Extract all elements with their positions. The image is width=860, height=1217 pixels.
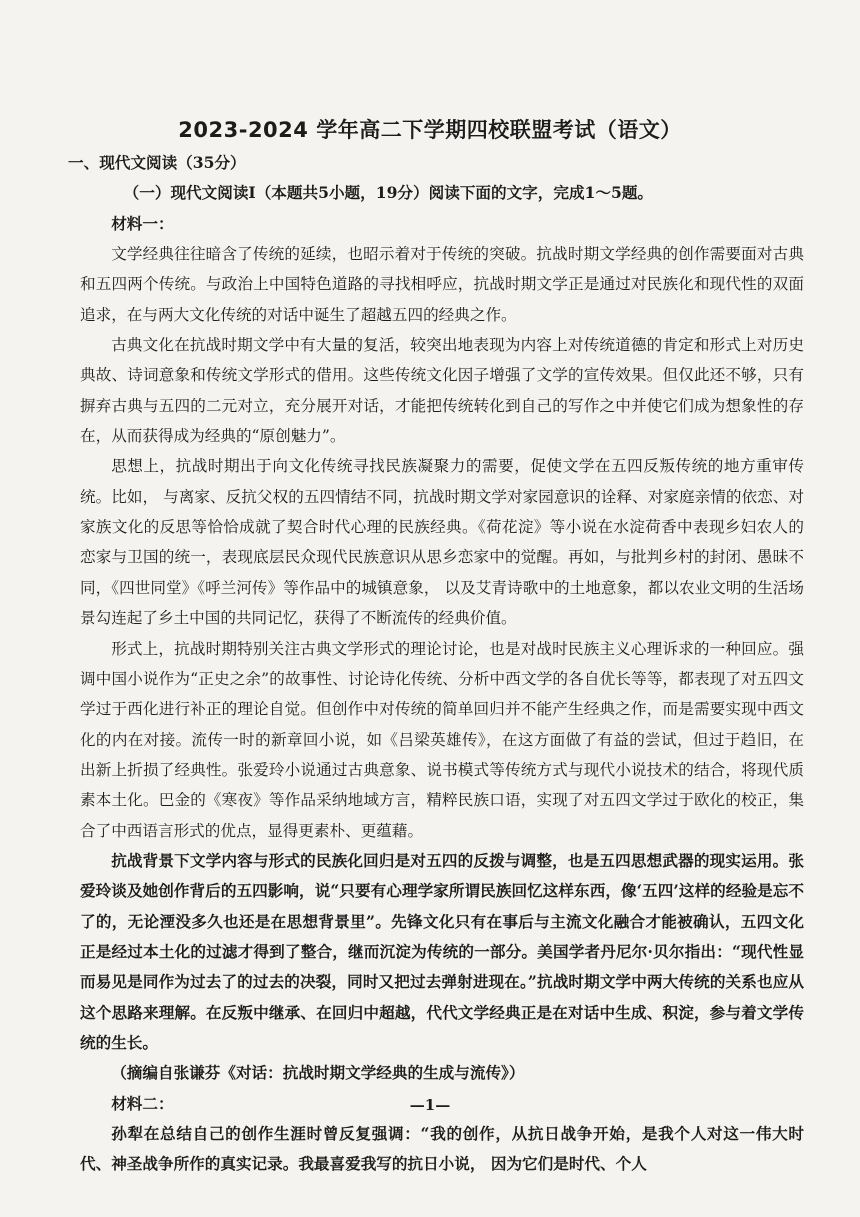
material-two-label: 材料二：	[111, 1093, 174, 1113]
document-body	[68, 148, 804, 1180]
section-heading: 一、现代文阅读（35分）	[68, 153, 246, 172]
paragraph: 古典文化在抗战时期文学中有大量的复活，较突出地表现为内容上对传统道德的肯定和形式上对历史典故、诗词意象和传统文学形式的借用。这些传统文化因子增强了文学的宣传效果。但仅此还不够，只有摒弃古典与五四的二元对立，充分展开对话，才能把传统转化到自己的写作之中并使它们成为想象性的存在，从而获得成为经典的“原创魅力”。	[80, 336, 804, 446]
page-number: —1—	[409, 1096, 451, 1114]
exam-title: 2023-2024 学年高二下学期四校联盟考试（语文）	[178, 118, 682, 142]
paragraph: 抗战背景下文学内容与形式的民族化回归是对五四的反拨与调整，也是五四思想武器的现实运用。张爱玲谈及她创作背后的五四影响，说“只要有心理学家所谓民族回忆这样东西，像‘五四’这样的经验是忘不了的，无论湮没多久也还是在思想背景里”。先锋文化只有在事后与主流文化融合才能被确认，五四文化正是经过本土化的过滤才得到了整合，继而沉淀为传统的一部分。美国学者丹尼尔·贝尔指出：“现代性显而易见是同作为过去了的过去的决裂，同时又把过去弹射进现在。”抗战时期文学中两大传统的关系也应从这个思路来理解。在反叛中继承、在回归中超越，代代文学经典正是在对话中生成、积淀，参与着文学传统的生长。	[80, 850, 804, 1052]
material-two-text: 孙犁在总结自己的创作生涯时曾反复强调：“我的创作，从抗日战争开始，是我个人对这一伟大时代、神圣战争所作的真实记录。我最喜爱我写的抗日小说， 因为它们是时代、个人	[80, 1124, 804, 1174]
paragraph: 文学经典往往暗含了传统的延续，也昭示着对于传统的突破。抗战时期文学经典的创作需要面对古典和五四两个传统。与政治上中国特色道路的寻找相呼应，抗战时期文学正是通过对民族化和现代性的双面追求，在与两大文化传统的对话中诞生了超越五四的经典之作。	[80, 245, 804, 324]
subsection-instruction: （一）现代文阅读Ⅰ（本题共5小题，19分）阅读下面的文字，完成1～5题。	[123, 183, 654, 203]
paragraph: 形式上，抗战时期特别关注古典文学形式的理论讨论，也是对战时民族主义心理诉求的一种回应。强调中国小说作为“正史之余”的故事性、讨论诗化传统、分析中西文学的各自优长等等，都表现了对五四文学过于西化进行补正的理论自觉。但创作中对传统的简单回归并不能产生经典之作，而是需要实现中西文化的内在对接。流传一时的新章回小说，如《吕梁英雄传》，在这方面做了有益的尝试，但过于趋旧，在出新上折损了经典性。张爱玲小说通过古典意象、说书模式等传统方式与现代小说技术的结合，将现代质素本土化。巴金的《寒夜》等作品采纳地域方言，精粹民族口语，实现了对五四文学过于欧化的校正，集合了中西语言形式的优点，显得更素朴、更蕴藉。	[80, 639, 804, 840]
source-citation: （摘编自张谦芬《对话：抗战时期文学经典的生成与流传》）	[111, 1063, 525, 1083]
paragraph: 思想上，抗战时期出于向文化传统寻找民族凝聚力的需要，促使文学在五四反叛传统的地方重审传统。比如， 与离家、反抗父权的五四情结不同，抗战时期文学对家园意识的诠释、对家庭亲情的依恋、对家族文化的反思等恰恰成就了契合时代心理的民族经典。《荷花淀》等小说在水淀荷香中表现乡妇农人的恋家与卫国的统一，表现底层民众现代民族意识从思乡恋家中的觉醒。再如，与批判乡村的封闭、愚昧不同，《四世同堂》《呼兰河传》等作品中的城镇意象， 以及艾青诗歌中的土地意象，都以农业文明的生活场景勾连起了乡土中国的共同记忆，获得了不断流传的经典价值。	[80, 457, 804, 628]
material-one-label: 材料一：	[111, 213, 174, 233]
